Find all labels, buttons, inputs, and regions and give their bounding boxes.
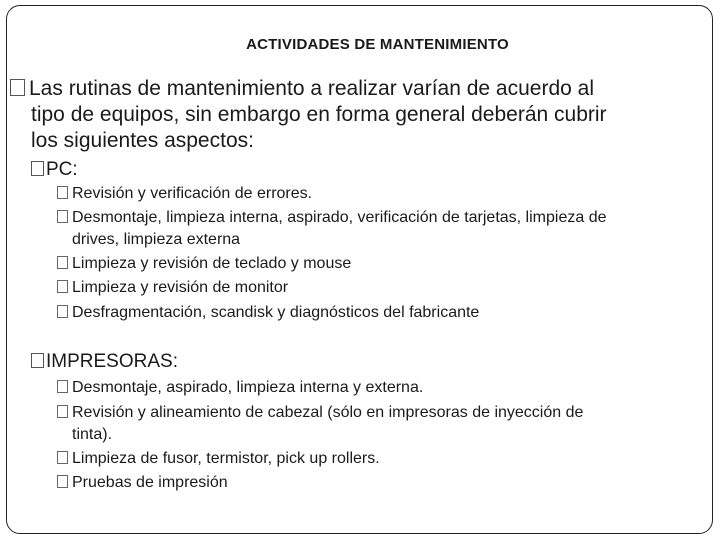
section-heading-label: IMPRESORAS: [46, 351, 178, 372]
list-item-text: Revisión y verificación de errores. [72, 185, 313, 202]
square-bullet-icon [57, 186, 68, 199]
list-item [57, 207, 709, 251]
square-bullet-icon [57, 380, 68, 393]
list-item-text: Desmontaje, aspirado, limpieza interna y externa. [72, 379, 424, 396]
intro-line-1: Las rutinas de mantenimiento a realizar varían de acuerdo al [29, 77, 594, 100]
intro-paragraph [10, 76, 708, 154]
list-item-continuation: tinta). [72, 426, 113, 443]
square-bullet-icon [57, 451, 68, 464]
square-bullet-icon [57, 210, 68, 223]
list-item [57, 402, 709, 446]
intro-line-3: los siguientes aspectos: [31, 129, 254, 152]
list-item [57, 253, 709, 275]
square-bullet-icon [31, 353, 44, 368]
list-item [57, 183, 709, 205]
section-heading-label: PC: [46, 159, 78, 180]
intro-line-2: tipo de equipos, sin embargo en forma general deberán cubrir [31, 103, 607, 126]
list-item-text: Limpieza y revisión de monitor [72, 279, 289, 296]
slide-title: ACTIVIDADES DE MANTENIMIENTO [246, 36, 509, 53]
list-item-text: Limpieza y revisión de teclado y mouse [72, 255, 352, 272]
list-item [57, 377, 709, 399]
square-bullet-icon [57, 305, 68, 318]
square-bullet-icon [57, 475, 68, 488]
list-item-text: Pruebas de impresión [72, 474, 228, 491]
list-item-text: Desmontaje, limpieza interna, aspirado, verificación de tarjetas, limpieza de [72, 209, 607, 226]
list-item-text: Revisión y alineamiento de cabezal (sólo en impresoras de inyección de [72, 404, 584, 421]
square-bullet-icon [57, 280, 68, 293]
square-bullet-icon [57, 405, 68, 418]
list-item [57, 277, 709, 299]
list-item-text: Limpieza de fusor, termistor, pick up rollers. [72, 450, 380, 467]
list-item-continuation: drives, limpieza externa [72, 231, 241, 248]
section-heading-impresoras [31, 350, 178, 374]
square-bullet-icon [31, 161, 44, 176]
list-item-text: Desfragmentación, scandisk y diagnósticos del fabricante [72, 304, 480, 321]
list-item [57, 302, 709, 324]
square-bullet-icon [57, 256, 68, 269]
section-heading-pc [31, 158, 78, 182]
list-item [57, 472, 709, 494]
square-bullet-icon [10, 79, 25, 96]
list-item [57, 448, 709, 470]
